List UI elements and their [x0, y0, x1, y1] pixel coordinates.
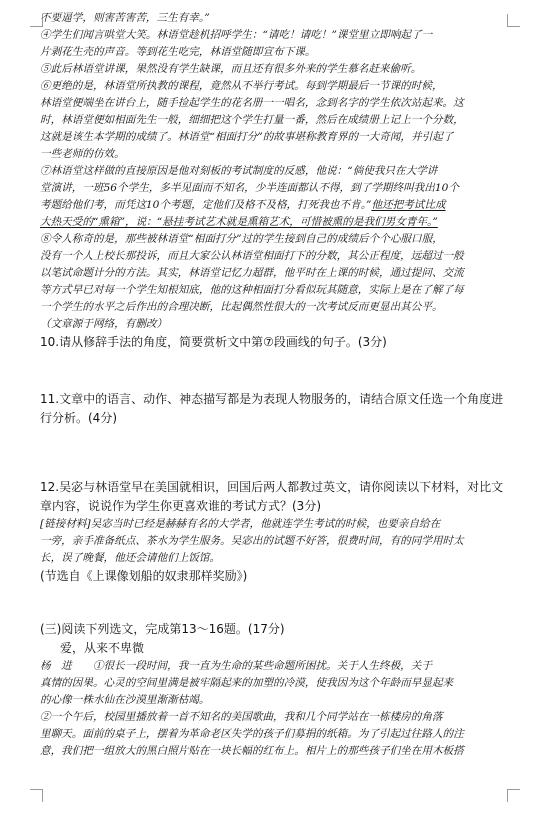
paragraph-7-line: ⑦林语堂这样做的直接原因是他对刻板的考试制度的反感，他说：“倘使我只在大学讲	[40, 165, 438, 177]
article-line: 里聊天。面前的桌子上，摆着为革命老区失学的孩子们募捐的纸箱。为了引起过往路人的注	[40, 728, 464, 740]
paragraph-5-line: ⑤此后林语堂讲课，果然没有学生缺课，而且还有很多外来的学生慕名赶来偷听。	[40, 63, 422, 75]
article-line: 杨 进 ①很长一段时间，我一直为生命的某些命题所困扰。关于人生终极，关于	[40, 660, 432, 672]
question-11: 行分析。(4分)	[40, 411, 117, 425]
paragraph-8-line: 等方式早已对每一个学生知根知底，他的这种相面打分看似玩其随意，实际上是在了解了每	[40, 284, 464, 296]
paragraph-7-line: 堂演讲，一班56个学生，多半见面而不知名，少半连面都认不得，到了学期终叫我出10个	[40, 182, 459, 194]
paragraph-6-line: ⑥更绝的是，林语堂所执教的课程，竟然从不举行考试。每到学期最后一节课的时候，	[40, 80, 443, 92]
answer-space	[40, 428, 510, 478]
paragraph-8-line: 一个学生的水平之后作出的合理决断，比起偶然性很大的一次考试反而更显出其公平。	[40, 301, 443, 313]
paragraph-6-line: 一些老师的仿效。	[40, 148, 125, 160]
link-source: (节选自《上课像划船的奴隶那样奖励》)	[40, 569, 248, 583]
link-material: [链接材料]吴宓当时已经是赫赫有名的大学者，他就连学生考试的时候，也要亲自给在	[40, 518, 441, 530]
question-11: 11.文章中的语言、动作、神态描写都是为表现人物服务的，请结合原文任选一个角度进	[40, 392, 504, 406]
paragraph-8-line: 没有一个人上校长那投诉，而且大家公认林语堂相面打下的分数，其公正程度，远超过一般	[40, 250, 464, 262]
article-line: ②一个午后，校园里播放着一首不知名的美国歌曲，我和几个同学站在一栋楼房的角落	[40, 711, 443, 723]
paragraph-8-line: ⑧令人称奇的是，那些被林语堂“相面打分”过的学生接到自己的成绩后个个心服口服，	[40, 233, 443, 245]
paragraph-6-line: 这就是该生本学期的成绩了。林语堂“相面打分”的故事堪称教育界的一大奇闻，并引起了	[40, 131, 454, 143]
question-12: 12.吴宓与林语堂早在美国就相识，回国后两人都教过英文，请你阅读以下材料，对比文	[40, 480, 504, 494]
source-note: （文章源于网络，有删改）	[40, 318, 168, 330]
document-body	[40, 10, 510, 760]
question-12: 章内容，说说作为学生你更喜欢谁的考试方式？(3分)	[40, 499, 322, 513]
paragraph-4-line: ④学生们闻言哄堂大笑。林语堂趁机招呼学生：“请吃！请吃！”课堂里立即响起了一	[40, 29, 433, 41]
underlined-sentence: 大热天受的“熏箱”，说：“悬挂考试艺术就是熏箱艺术，可惜被熏的是我们男女青年。”	[40, 216, 438, 228]
article-line: 真情的因果。心灵的空间里满是被牢隔起来的加塑的冷漠，使我因为这个年龄而早显起来	[40, 677, 454, 689]
underlined-sentence: 他还把考试比成	[371, 199, 446, 211]
paragraph-8-line: 以笔试命题计分的方法。其实，林语堂记忆力超群，他平时在上课的时候，通过提问、交流	[40, 267, 464, 279]
paragraph-7-line	[40, 197, 510, 214]
answer-space	[40, 352, 510, 390]
article-title: 爱，从来不卑微	[60, 641, 145, 655]
crop-mark-bottom-right	[507, 789, 520, 802]
paragraph-6-line: 时，林语堂便如相面先生一般，细细把这个学生打量一番，然后在成绩册上记上一个分数，	[40, 114, 464, 126]
answer-space	[40, 586, 510, 620]
section-3-header: (三)阅读下列选文，完成第13～16题。(17分)	[40, 622, 285, 636]
article-line: 的心像一株水仙在沙漠里渐渐枯竭。	[40, 694, 210, 706]
question-10: 10.请从修辞手法的角度，简要赏析文中第⑦段画线的句子。(3分)	[40, 335, 387, 349]
passage-line: 不要逼学，则害苦害苦，三生有幸。”	[40, 12, 210, 24]
crop-mark-bottom-left	[30, 789, 43, 802]
link-material: 一旁，亲手准备纸点、茶水为学生服务。吴宓出的试题不好答，很费时间，有的同学用时太	[40, 535, 464, 547]
link-material: 长，误了晚餐，他还会请他们上饭馆。	[40, 552, 221, 564]
paragraph-4-line: 片剥花生壳的声音。等到花生吃完，林语堂随即宣布下课。	[40, 46, 316, 58]
paragraph-7-text: 考题给他们考，而凭这10个考题，定他们及格不及格，打死我也不肯。”	[40, 199, 372, 211]
paragraph-6-line: 林语堂便端坐在讲台上，随手捡起学生的花名册一一唱名，念到名字的学生依次站起来。这	[40, 97, 464, 109]
article-line: 意，我们把一组放大的黑白照片贴在一块长幅的红布上。相片上的那些孩子们坐在用木板搭	[40, 745, 464, 757]
